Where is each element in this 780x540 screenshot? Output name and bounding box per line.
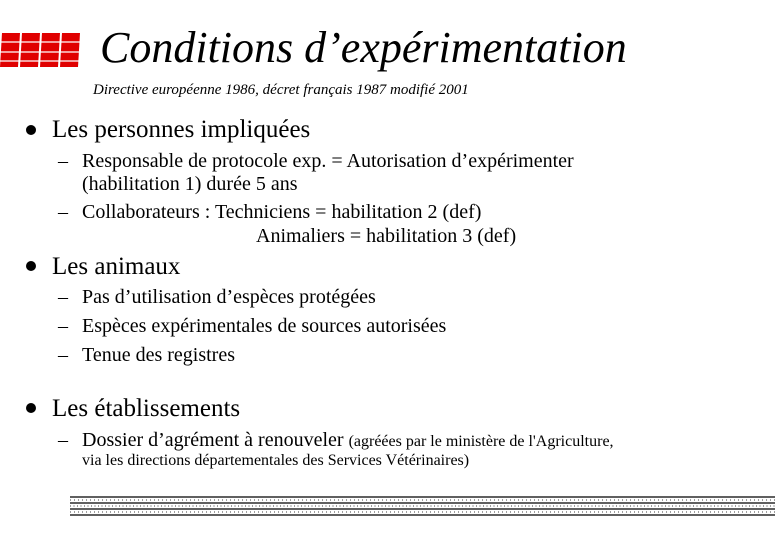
list-item: Collaborateurs : Techniciens = habilitation 2 (def) xyxy=(82,201,482,223)
list-item: Responsable de protocole exp. = Autorisation d’expérimenter xyxy=(82,150,574,172)
list-item-continuation: via les directions départementales des Services Vétérinaires) xyxy=(82,452,470,469)
bullet-icon xyxy=(26,261,36,271)
dash-icon: – xyxy=(58,286,68,308)
list-item: Pas d’utilisation d’espèces protégées xyxy=(82,286,376,308)
bullet-icon xyxy=(26,403,36,413)
bullet-icon xyxy=(26,125,36,135)
list-item xyxy=(82,430,614,450)
list-item-continuation: (habilitation 1) durée 5 ans xyxy=(82,173,298,195)
dash-icon: – xyxy=(58,315,68,337)
footer-decorative-line xyxy=(70,495,775,517)
section-heading-etablissements: Les établissements xyxy=(52,395,241,422)
page-title: Conditions d’expérimentation xyxy=(100,23,627,72)
dash-icon: – xyxy=(58,429,68,451)
list-item-continuation: Animaliers = habilitation 3 (def) xyxy=(256,225,517,247)
list-item: Espèces expérimentales de sources autorisées xyxy=(82,315,447,337)
list-item-main-text: Dossier d’agrément à renouveler xyxy=(82,429,349,451)
dash-icon: – xyxy=(58,150,68,172)
dash-icon: – xyxy=(58,344,68,366)
logo-red-bars-icon xyxy=(0,33,82,67)
list-item: Tenue des registres xyxy=(82,344,235,366)
list-item-note: (agréées par le ministère de l'Agriculture, xyxy=(348,433,614,450)
section-heading-animaux: Les animaux xyxy=(52,253,181,280)
section-heading-personnes: Les personnes impliquées xyxy=(52,116,311,143)
dash-icon: – xyxy=(58,201,68,223)
page-subtitle: Directive européenne 1986, décret français 1987 modifié 2001 xyxy=(93,82,469,98)
